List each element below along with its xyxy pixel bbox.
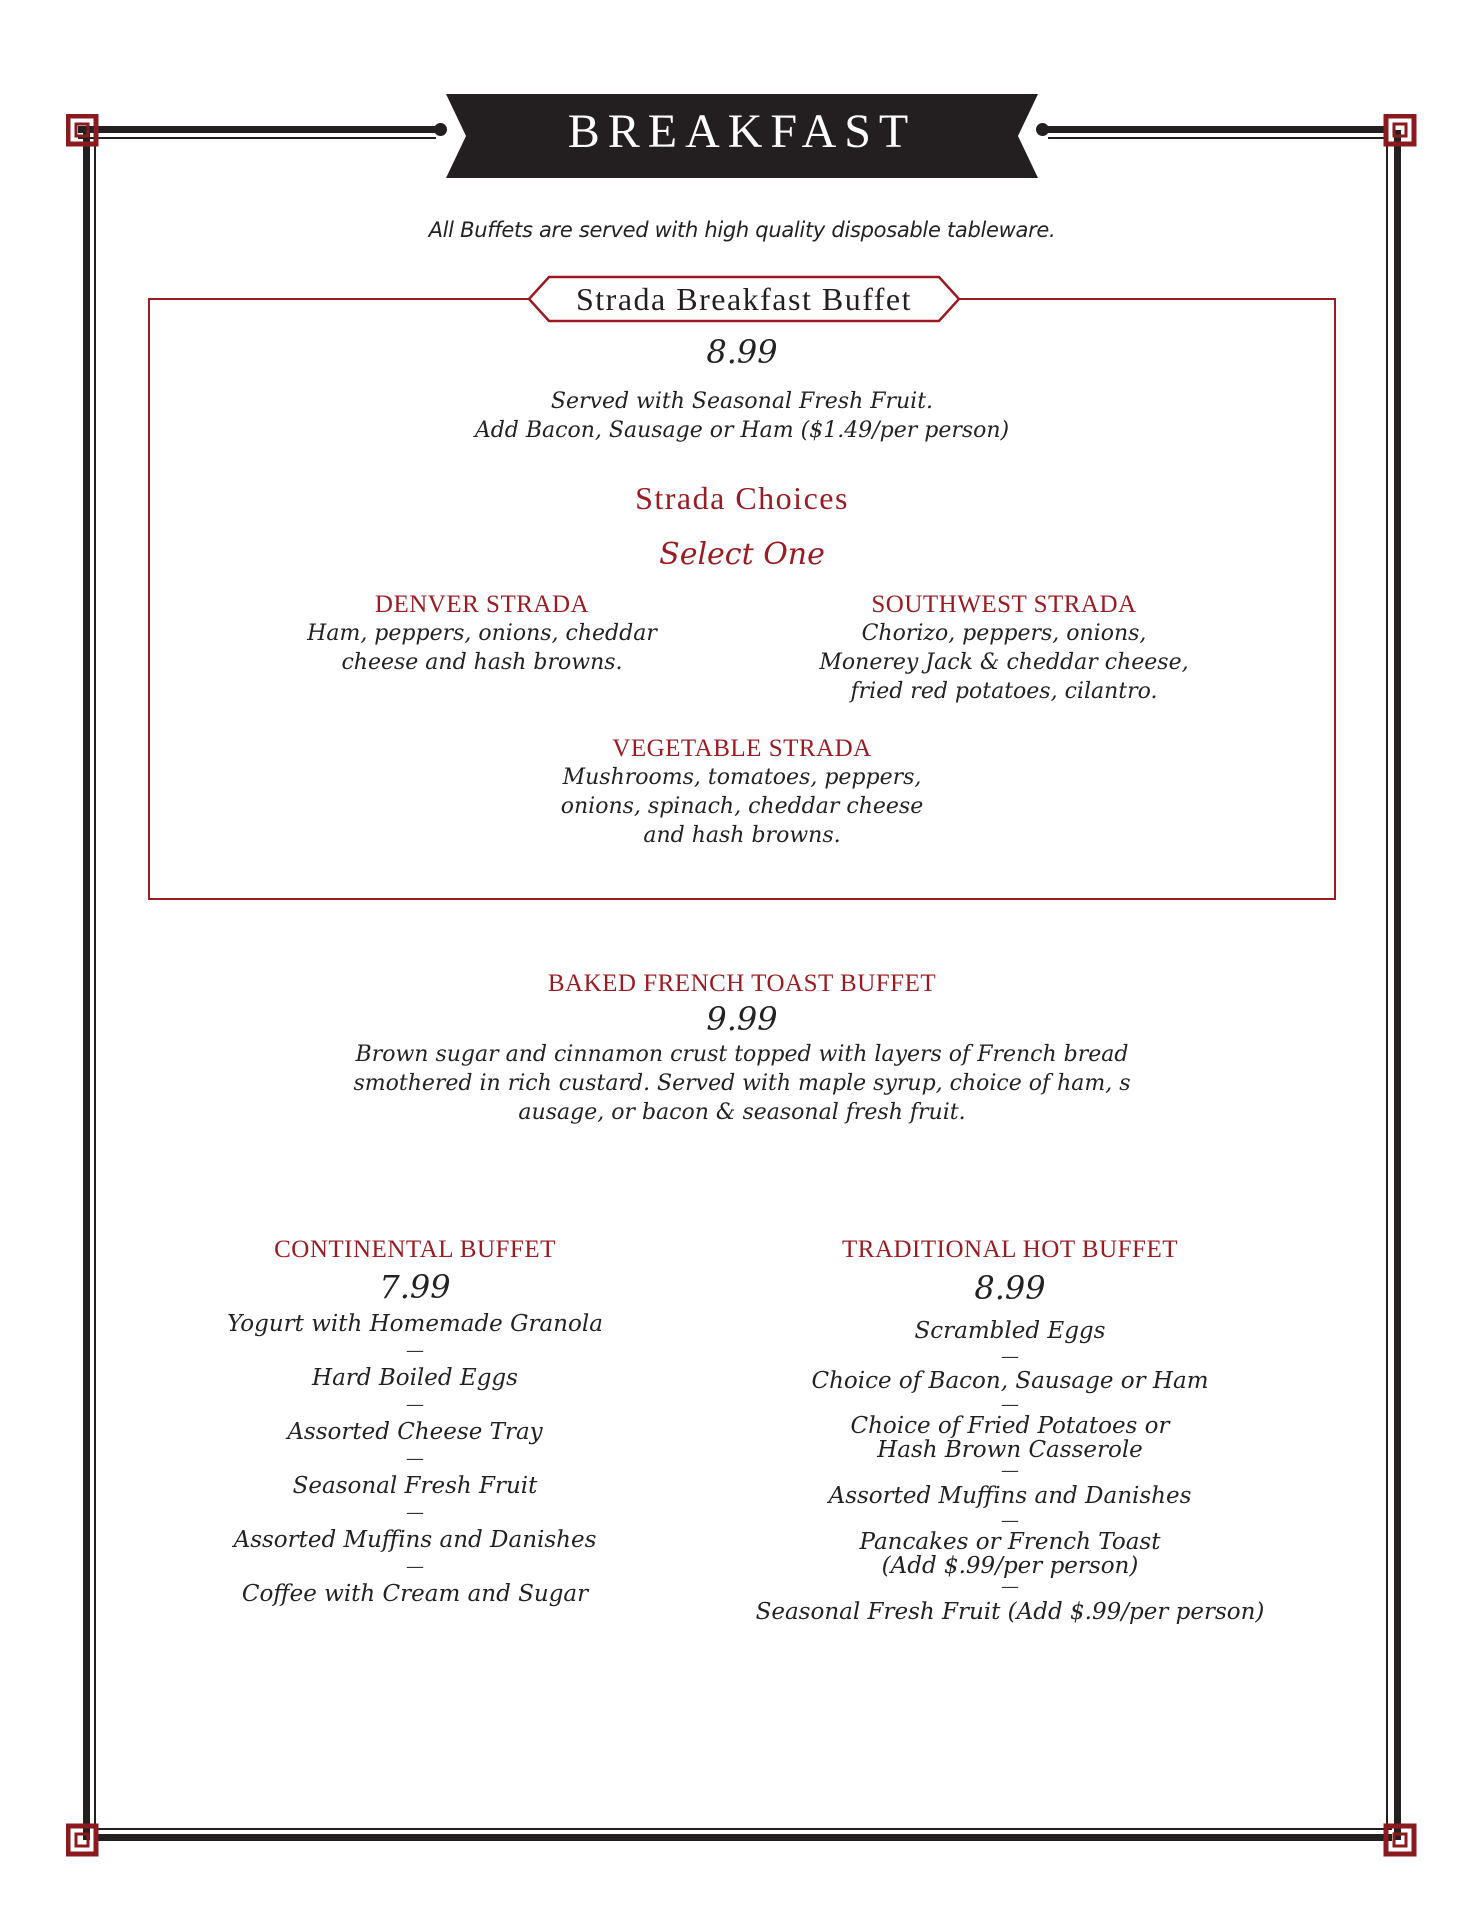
continental-separator: — xyxy=(406,1340,424,1361)
denver-strada-name: DENVER STRADA xyxy=(374,591,590,618)
frame-top-right-line xyxy=(1048,126,1388,133)
strada-price: 8.99 xyxy=(706,333,778,371)
vegetable-strada-name: VEGETABLE STRADA xyxy=(612,735,872,762)
vegetable-strada-line-1: Mushrooms, tomatoes, peppers, xyxy=(562,765,922,790)
traditional-separator: — xyxy=(1001,1394,1019,1415)
traditional-title: TRADITIONAL HOT BUFFET xyxy=(842,1236,1178,1263)
corner-ornament-top-right xyxy=(1382,114,1418,150)
continental-separator: — xyxy=(406,1448,424,1469)
french-toast-desc-line-2: smothered in rich custard. Served with maple syrup, choice of ham, s xyxy=(353,1071,1131,1096)
traditional-item-4: Assorted Muffins and Danishes xyxy=(828,1483,1192,1509)
frame-bottom-line xyxy=(96,1834,1392,1841)
traditional-item-5-line-2: (Add $.99/per person) xyxy=(881,1553,1139,1579)
frame-top-right-thin xyxy=(1048,137,1388,139)
traditional-separator: — xyxy=(1001,1346,1019,1367)
denver-strada-line-2: cheese and hash browns. xyxy=(341,650,623,675)
title-banner xyxy=(446,94,1038,178)
southwest-strada xyxy=(764,591,1244,706)
frame-top-left-thin xyxy=(78,137,436,139)
continental-item-2: Hard Boiled Eggs xyxy=(312,1365,518,1391)
corner-ornament-bottom-left xyxy=(66,1822,102,1858)
traditional-item-2: Choice of Bacon, Sausage or Ham xyxy=(811,1368,1209,1394)
frame-bottom-thin xyxy=(96,1828,1392,1830)
frame-top-left-line xyxy=(78,126,436,133)
strada-desc-line-2: Add Bacon, Sausage or Ham ($1.49/per person) xyxy=(474,418,1010,443)
french-toast-price: 9.99 xyxy=(706,1000,778,1038)
traditional-item-6: Seasonal Fresh Fruit (Add $.99/per person) xyxy=(755,1599,1265,1625)
southwest-strada-name: SOUTHWEST STRADA xyxy=(871,591,1137,618)
southwest-strada-line-3: fried red potatoes, cilantro. xyxy=(850,679,1158,704)
tableware-note: All Buffets are served with high quality disposable tableware. xyxy=(428,218,1056,242)
southwest-strada-line-2: Monerey Jack & cheddar cheese, xyxy=(819,650,1189,675)
traditional-hot-buffet xyxy=(700,1236,1320,1628)
vegetable-strada xyxy=(442,735,1042,850)
select-one-label: Select One xyxy=(659,537,825,572)
traditional-item-5-line-1: Pancakes or French Toast xyxy=(859,1529,1161,1555)
continental-separator: — xyxy=(406,1394,424,1415)
french-toast-section xyxy=(242,970,1242,1127)
continental-price: 7.99 xyxy=(379,1268,451,1306)
continental-buffet xyxy=(160,1236,670,1612)
page-title: BREAKFAST xyxy=(567,105,917,158)
southwest-strada-line-1: Chorizo, peppers, onions, xyxy=(861,621,1147,646)
denver-strada xyxy=(250,591,714,677)
continental-separator: — xyxy=(406,1556,424,1577)
continental-item-4: Seasonal Fresh Fruit xyxy=(292,1473,538,1499)
continental-item-3: Assorted Cheese Tray xyxy=(287,1419,543,1445)
continental-item-6: Coffee with Cream and Sugar xyxy=(241,1581,589,1607)
strada-buffet-title: Strada Breakfast Buffet xyxy=(575,281,913,317)
continental-item-1: Yogurt with Homemade Granola xyxy=(227,1311,603,1337)
traditional-separator: — xyxy=(1001,1576,1019,1597)
traditional-separator: — xyxy=(1001,1460,1019,1481)
vegetable-strada-line-3: and hash browns. xyxy=(643,823,841,848)
vegetable-strada-line-2: onions, spinach, cheddar cheese xyxy=(560,794,924,819)
traditional-price: 8.99 xyxy=(974,1269,1046,1307)
continental-title: CONTINENTAL BUFFET xyxy=(274,1236,556,1263)
french-toast-title: BAKED FRENCH TOAST BUFFET xyxy=(547,970,937,997)
denver-strada-line-1: Ham, peppers, onions, cheddar xyxy=(307,621,657,646)
corner-ornament-bottom-right xyxy=(1382,1822,1418,1858)
traditional-item-3-line-1: Choice of Fried Potatoes or xyxy=(850,1413,1170,1439)
traditional-item-3-line-2: Hash Brown Casserole xyxy=(877,1437,1143,1463)
strada-desc-line-1: Served with Seasonal Fresh Fruit. xyxy=(550,389,934,414)
continental-separator: — xyxy=(406,1502,424,1523)
traditional-item-1: Scrambled Eggs xyxy=(914,1318,1106,1344)
strada-choices-heading: Strada Choices xyxy=(635,480,849,516)
traditional-separator: — xyxy=(1001,1510,1019,1531)
corner-ornament-top-left xyxy=(66,114,102,150)
french-toast-desc-line-3: ausage, or bacon & seasonal fresh fruit. xyxy=(518,1100,966,1125)
continental-item-5: Assorted Muffins and Danishes xyxy=(233,1527,597,1553)
french-toast-desc-line-1: Brown sugar and cinnamon crust topped with layers of French bread xyxy=(355,1042,1129,1067)
